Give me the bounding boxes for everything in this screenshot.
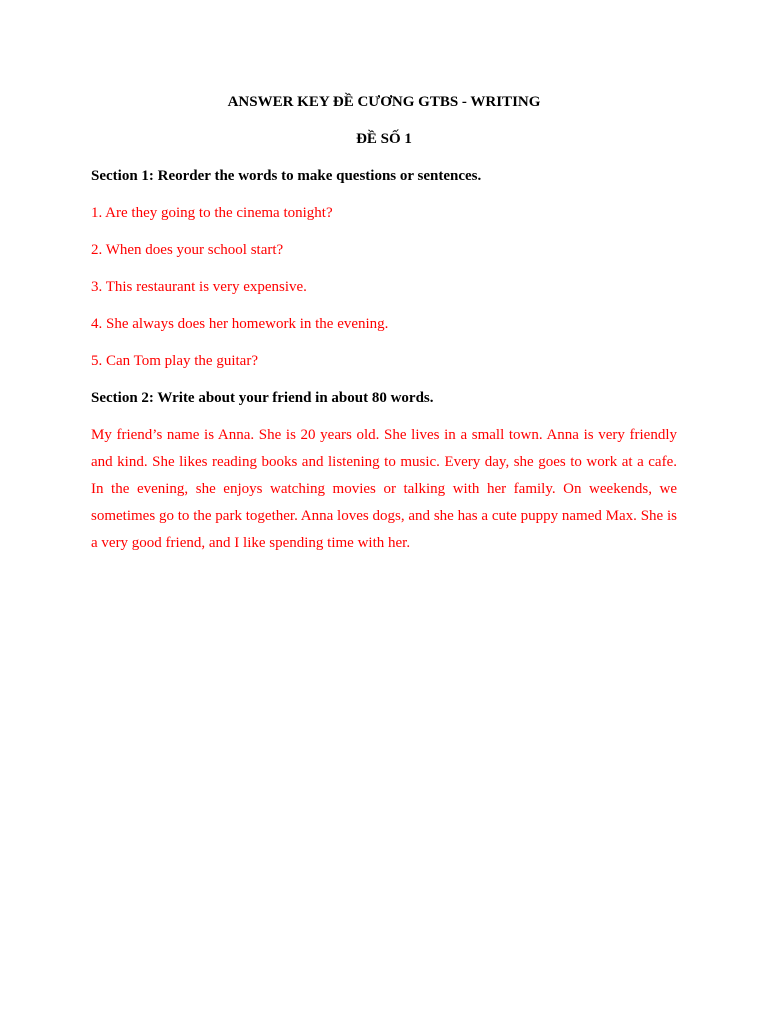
section-1-answer-2: 2. When does your school start? (91, 242, 284, 258)
document-title: ANSWER KEY ĐỀ CƯƠNG GTBS - WRITING (227, 94, 541, 110)
section-1-answer-4: 4. She always does her homework in the evening. (91, 316, 389, 332)
section-2-heading: Section 2: Write about your friend in about 80 words. (91, 390, 434, 406)
section-1-heading: Section 1: Reorder the words to make questions or sentences. (91, 168, 482, 184)
section-1-answer-1: 1. Are they going to the cinema tonight? (91, 205, 333, 221)
document-subtitle: ĐỀ SỐ 1 (356, 131, 412, 147)
section-2-paragraph: My friend’s name is Anna. She is 20 years old. She lives in a small town. Anna is very friendly and kind. She likes reading books and listening to music. Every day, she goes to work at a cafe. In the evening, she enjoys watching movies or talking with her family. On weekends, we sometimes go to the park together. Anna loves dogs, and she has a cute puppy named Max. She is a very good friend, and I like spending time with her. (91, 427, 677, 551)
section-1-answer-5: 5. Can Tom play the guitar? (91, 353, 258, 369)
section-1-answer-3: 3. This restaurant is very expensive. (91, 279, 307, 295)
document-content (91, 92, 677, 557)
